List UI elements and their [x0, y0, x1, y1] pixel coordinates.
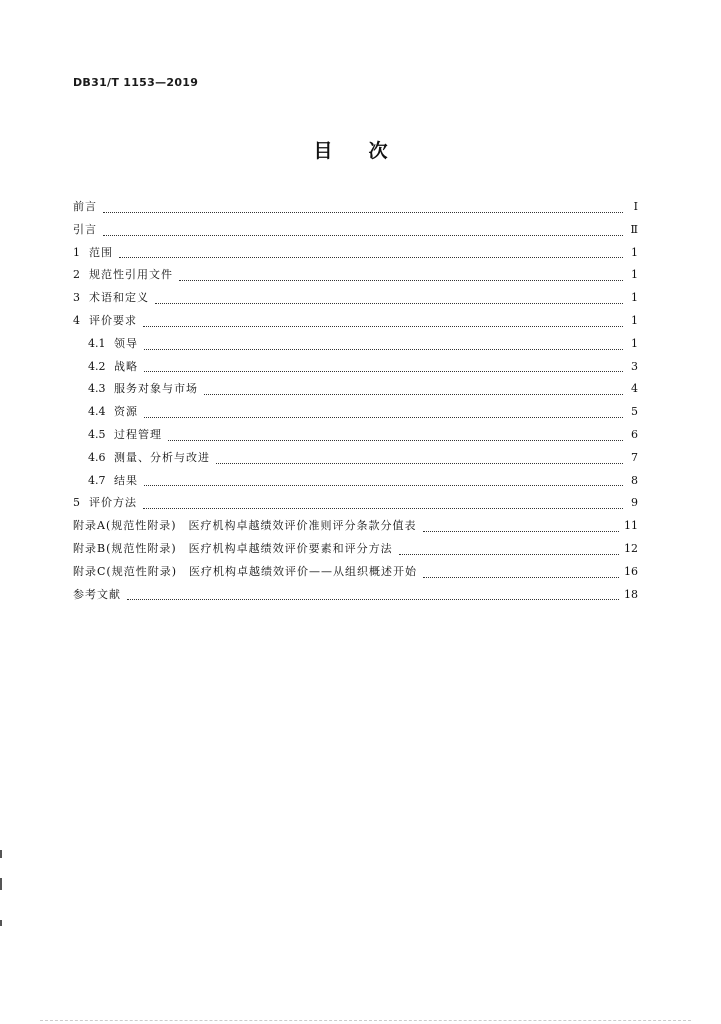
toc-entry-label: 参考文献	[73, 587, 121, 601]
toc-entry-number: 4.1	[88, 336, 106, 350]
toc-entry[interactable]	[73, 426, 638, 449]
toc-dot-leader	[144, 485, 623, 486]
toc-dot-leader	[216, 463, 623, 464]
scan-mark	[0, 878, 2, 890]
toc-dot-leader	[399, 554, 619, 555]
toc-entry[interactable]	[73, 312, 638, 335]
toc-entry-label: 评价要求	[89, 313, 137, 327]
toc-entry-label: 服务对象与市场	[114, 382, 198, 396]
toc-entry[interactable]	[73, 244, 638, 267]
toc-dot-leader	[144, 417, 623, 418]
toc-entry-label: 战略	[114, 359, 138, 373]
toc-entry[interactable]	[73, 380, 638, 403]
toc-entry[interactable]	[73, 540, 638, 563]
toc-entry[interactable]	[73, 472, 638, 495]
toc-entry-page-number: 7	[631, 450, 638, 464]
toc-entry-number: 4.6	[88, 450, 106, 464]
toc-entry-number: 4.5	[88, 427, 106, 441]
toc-dot-leader	[103, 235, 623, 236]
toc-entry-label: 附录A(规范性附录) 医疗机构卓越绩效评价准则评分条款分值表	[73, 519, 417, 533]
toc-entry-page-number: Ⅰ	[633, 200, 638, 213]
toc-entry[interactable]	[73, 358, 638, 381]
toc-dot-leader	[119, 257, 623, 258]
toc-entry-page-number: 5	[631, 405, 638, 419]
toc-entry[interactable]	[73, 403, 638, 426]
toc-dot-leader	[204, 394, 623, 395]
toc-entry-number: 4	[73, 313, 80, 327]
toc-entry-number: 4.2	[88, 359, 106, 373]
toc-entry-number: 3	[73, 291, 80, 305]
toc-entry[interactable]	[73, 335, 638, 358]
scan-bottom-edge	[40, 1020, 691, 1024]
toc-entry-page-number: 12	[624, 541, 638, 555]
toc-entry-label: 资源	[114, 405, 138, 419]
toc-dot-leader	[127, 599, 619, 600]
toc-entry[interactable]	[73, 221, 638, 244]
toc-entry-page-number: Ⅱ	[630, 222, 638, 236]
scan-edge-marks	[0, 0, 4, 1024]
toc-entry-page-number: 1	[631, 336, 638, 350]
toc-dot-leader	[155, 303, 623, 304]
toc-entry-page-number: 9	[631, 496, 638, 510]
toc-dot-leader	[179, 280, 623, 281]
toc-entry-page-number: 11	[624, 519, 638, 533]
toc-entry-label: 前言	[73, 200, 97, 213]
toc-entry-page-number: 4	[631, 382, 638, 396]
toc-entry[interactable]	[73, 449, 638, 472]
toc-entry-number: 5	[73, 496, 80, 510]
toc-entry[interactable]	[73, 494, 638, 517]
toc-entry-page-number: 1	[631, 245, 638, 259]
toc-entry-label: 规范性引用文件	[89, 268, 173, 282]
toc-entry-page-number: 18	[624, 587, 638, 601]
toc-entry-label: 评价方法	[89, 496, 137, 510]
toc-entry-label: 结果	[114, 473, 138, 487]
toc-dot-leader	[144, 349, 623, 350]
toc-dot-leader	[143, 508, 623, 509]
scan-mark	[0, 850, 2, 858]
toc-dot-leader	[143, 326, 623, 327]
toc-entry[interactable]	[73, 198, 638, 221]
toc-entry-page-number: 1	[631, 268, 638, 282]
toc-entry-number: 2	[73, 268, 80, 282]
toc-entry-page-number: 1	[631, 291, 638, 305]
toc-entry-number: 1	[73, 245, 80, 259]
toc-entry-page-number: 3	[631, 359, 638, 373]
toc-entry-label: 术语和定义	[89, 291, 149, 305]
toc-entry-number: 4.4	[88, 405, 106, 419]
toc-entry[interactable]	[73, 289, 638, 312]
toc-dot-leader	[423, 531, 619, 532]
toc-entry-page-number: 1	[631, 313, 638, 327]
toc-entry-label: 范围	[89, 245, 113, 259]
document-code: DB31/T 1153—2019	[73, 76, 199, 89]
toc-entry-label: 过程管理	[114, 427, 162, 441]
toc-dot-leader	[144, 371, 623, 372]
toc-entry-number: 4.7	[88, 473, 106, 487]
toc-entry-label: 领导	[114, 336, 138, 350]
toc-entry-number: 4.3	[88, 382, 106, 396]
toc-dot-leader	[423, 577, 619, 578]
toc-entry-label: 附录C(规范性附录) 医疗机构卓越绩效评价——从组织概述开始	[73, 564, 417, 578]
toc-entry[interactable]	[73, 563, 638, 586]
scan-mark	[0, 920, 2, 926]
toc-entry-label: 测量、分析与改进	[114, 450, 210, 464]
toc-entry[interactable]	[73, 266, 638, 289]
toc-title: 目次	[313, 140, 424, 162]
toc-dot-leader	[168, 440, 623, 441]
toc-entry-page-number: 16	[624, 564, 638, 578]
toc-entry[interactable]	[73, 517, 638, 540]
table-of-contents	[73, 198, 638, 608]
toc-entry[interactable]	[73, 586, 638, 609]
toc-entry-page-number: 8	[631, 473, 638, 487]
toc-dot-leader	[103, 212, 623, 213]
toc-entry-page-number: 6	[631, 427, 638, 441]
toc-entry-label: 引言	[73, 222, 97, 236]
toc-entry-label: 附录B(规范性附录) 医疗机构卓越绩效评价要素和评分方法	[73, 541, 393, 555]
